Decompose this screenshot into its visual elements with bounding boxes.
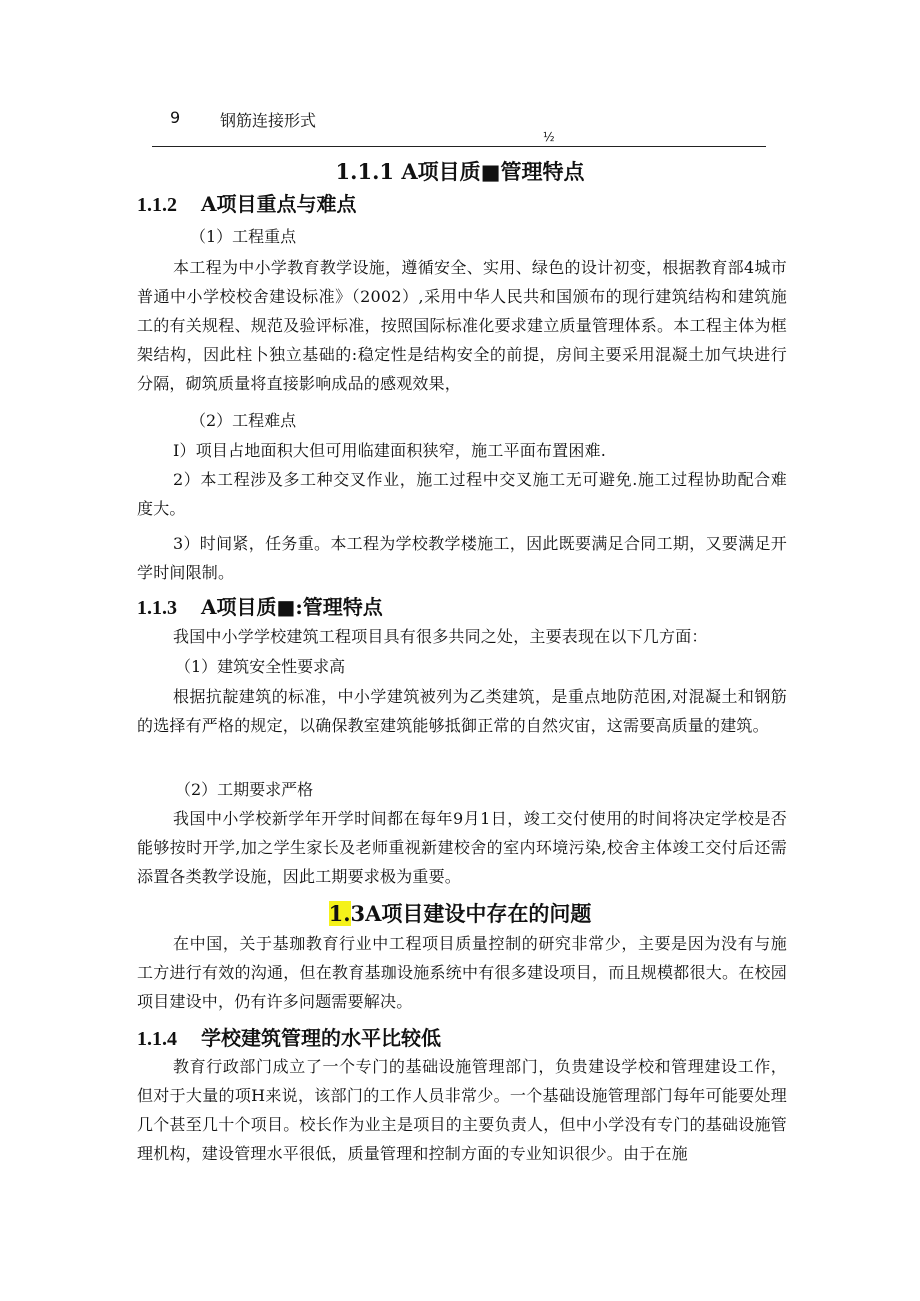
subheading-difficulties: （2）工程难点 (190, 411, 297, 430)
toc-divider (152, 146, 766, 147)
heading-title: 3A项目建设中存在的问题 (350, 901, 592, 926)
subheading-schedule: （2）工期要求严格 (175, 780, 314, 799)
highlighted-text: 1. (328, 901, 351, 926)
heading-1-3 (0, 898, 920, 928)
heading-1-1-4 (137, 1022, 441, 1051)
heading-title: 学校建筑管理的水平比较低 (201, 1026, 441, 1050)
difficulty-item-3: 3）时间紧，任务重。本工程为学校教学楼施工，因此既要满足合同工期，又要满足开学时间限制。 (137, 534, 787, 582)
paragraph-key-points: 本工程为中小学教育教学设施，遵循安全、实用、绿色的设计初变，根据教育部4城市普通中小学校校舍建设标准》（2002）,采用中华人民共和国颁布的现行建筑结构和建筑施工的有关规程、规范及验评标准，按照国际标准化要求建立质量管理体系。本工程主体为框架结构，因此柱卜独立基础的:稳定性是结构安全的前提，房间主要采用混凝土加气块进行分隔，砌筑质量将直接影响成品的感观效果， (137, 258, 787, 393)
toc-entry-label: 钢筋连接形式 (220, 111, 317, 130)
difficulty-item-1: I）项目占地面积大但可用临建面积狭窄，施工平面布置困难. (173, 441, 607, 460)
paragraph-common-features: 我国中小学学校建筑工程项目具有很多共同之处，主要表现在以下几方面： (173, 627, 708, 646)
toc-page-number: ½ (543, 130, 555, 144)
heading-number: 1.1.3 (137, 597, 177, 619)
paragraph-schedule: 我国中小学校新学年开学时间都在每年9月1日，竣工交付使用的时间将决定学校是否能够按时开学,加之学生家长及老师重视新建校舍的室内环境污染,校舍主体竣工交付后还需添置各类教学设施，因此工期要求极为重要。 (137, 809, 787, 886)
paragraph-management: 教育行政部门成立了一个专门的基础设施管理部门，负贵建设学校和管理建设工作，但对于大量的项H来说，该部门的工作人员非常少。一个基础设施管理部门每年可能要处理几个甚至几十个项目。校长作为业主是项目的主要负责人，但中小学没有专门的基础设施管理机构，建设管理水平很低，质量管理和控制方面的专业知识很少。由于在施 (137, 1057, 787, 1163)
subheading-key-points: （1）工程重点 (190, 227, 297, 246)
heading-1-1-1: 1.1.1 A项目质■管理特点 (335, 159, 585, 184)
heading-title: A项目重点与难点 (201, 192, 357, 216)
toc-number: 9 (170, 108, 181, 127)
subheading-safety: （1）建筑安全性要求高 (175, 657, 346, 676)
heading-1-1-2 (137, 188, 357, 217)
heading-title: A项目质■:管理特点 (201, 595, 383, 619)
difficulty-item-2: 2）本工程涉及多工种交叉作业，施工过程中交叉施工无可避免.施工过程协助配合难度大。 (137, 470, 787, 518)
paragraph-problems: 在中国，关于基珈教育行业中工程项目质量控制的研究非常少，主要是因为没有与施工方进行有效的沟通，但在教育基珈设施系统中有很多建设项目，而且规模都很大。在校园项目建设中，仍有许多问题需要解决。 (137, 934, 787, 1011)
heading-1-1-3 (137, 591, 383, 620)
heading-number: 1.1.2 (137, 194, 177, 216)
heading-number: 1.1.4 (137, 1028, 177, 1050)
paragraph-safety: 根据抗靛建筑的标准，中小学建筑被列为乙类建筑，是重点地防范困,对混凝土和钢筋的选择有严格的规定，以确保教室建筑能够抵御正常的自然灾宙，这需要高质量的建筑。 (137, 687, 787, 735)
